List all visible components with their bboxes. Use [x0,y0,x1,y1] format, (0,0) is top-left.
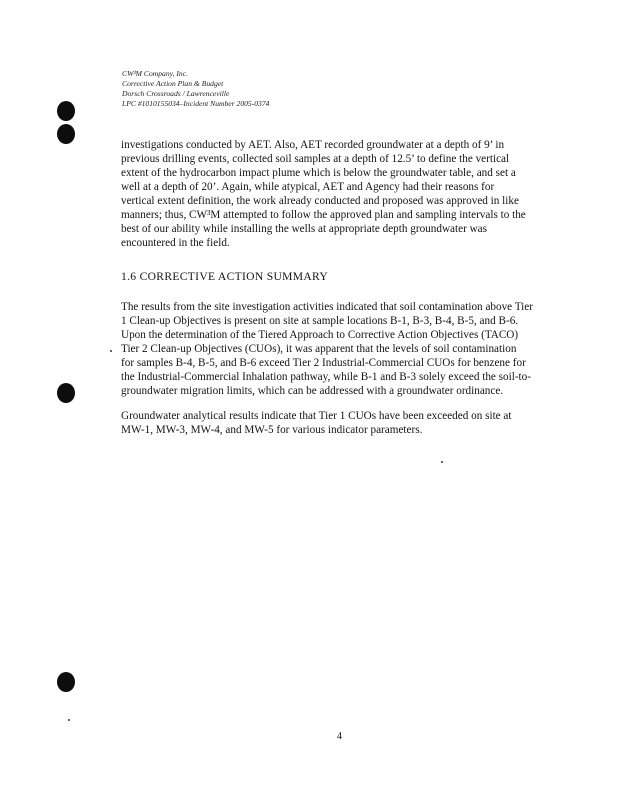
paragraph-line: Tier 2 Clean-up Objectives (CUOs), it was apparent that the levels of soil contamination [121,343,517,355]
paragraph-line: extent of the hydrocarbon impact plume which is below the groundwater table, and set a [121,167,516,179]
section-heading: 1.6 CORRECTIVE ACTION SUMMARY [121,270,329,283]
scan-speck [110,350,112,352]
paragraph-line: 1 Clean-up Objectives is present on site at sample locations B-1, B-3, B-4, B-5, and B-6. [121,315,519,327]
paragraph-line: for samples B-4, B-5, and B-6 exceed Tier 2 Industrial-Commercial CUOs for benzene for [121,357,526,369]
paragraph-line: manners; thus, CW³M attempted to follow the approved plan and sampling intervals to the [121,209,526,221]
header-company: CW³M Company, Inc. [122,69,188,78]
scan-speck [68,719,70,721]
groundwater-paragraph [121,409,561,437]
header-incident-number: LPC #1010155034–Incident Number 2005-0374 [122,99,270,108]
paragraph-line: The results from the site investigation activities indicated that soil contamination above Tier [121,301,533,313]
header-site: Dorsch Crossroads / Lawrenceville [122,89,230,98]
header-document-title: Corrective Action Plan & Budget [122,79,224,88]
continuation-paragraph [121,138,561,250]
punch-hole-top [57,101,75,121]
punch-hole-middle [57,383,75,403]
paragraph-line: best of our ability while installing the wells at appropriate depth groundwater was [121,223,487,235]
paragraph-line: the Industrial-Commercial Inhalation pathway, while B-1 and B-3 solely exceed the soil-to- [121,371,531,383]
paragraph-line: investigations conducted by AET. Also, AET recorded groundwater at a depth of 9’ in [121,139,505,151]
paragraph-line: MW-1, MW-3, MW-4, and MW-5 for various indicator parameters. [121,424,423,436]
punch-hole-top-2 [57,124,75,144]
paragraph-line: Upon the determination of the Tiered Approach to Corrective Action Objectives (TACO) [121,329,519,341]
running-header [122,69,269,109]
paragraph-line: encountered in the field. [121,237,230,249]
paragraph-line: previous drilling events, collected soil samples at a depth of 12.5’ to define the vertical [121,153,510,165]
page-number: 4 [337,731,342,742]
paragraph-line: groundwater migration limits, which can be addressed with a groundwater ordinance. [121,385,504,397]
scan-speck [441,461,443,463]
summary-paragraph [121,300,561,398]
punch-hole-bottom [57,672,75,692]
paragraph-line: well at a depth of 20’. Again, while atypical, AET and Agency had their reasons for [121,181,495,193]
paragraph-line: vertical extent definition, the work already conducted and proposed was approved in like [121,195,519,207]
paragraph-line: Groundwater analytical results indicate that Tier 1 CUOs have been exceeded on site at [121,410,512,422]
